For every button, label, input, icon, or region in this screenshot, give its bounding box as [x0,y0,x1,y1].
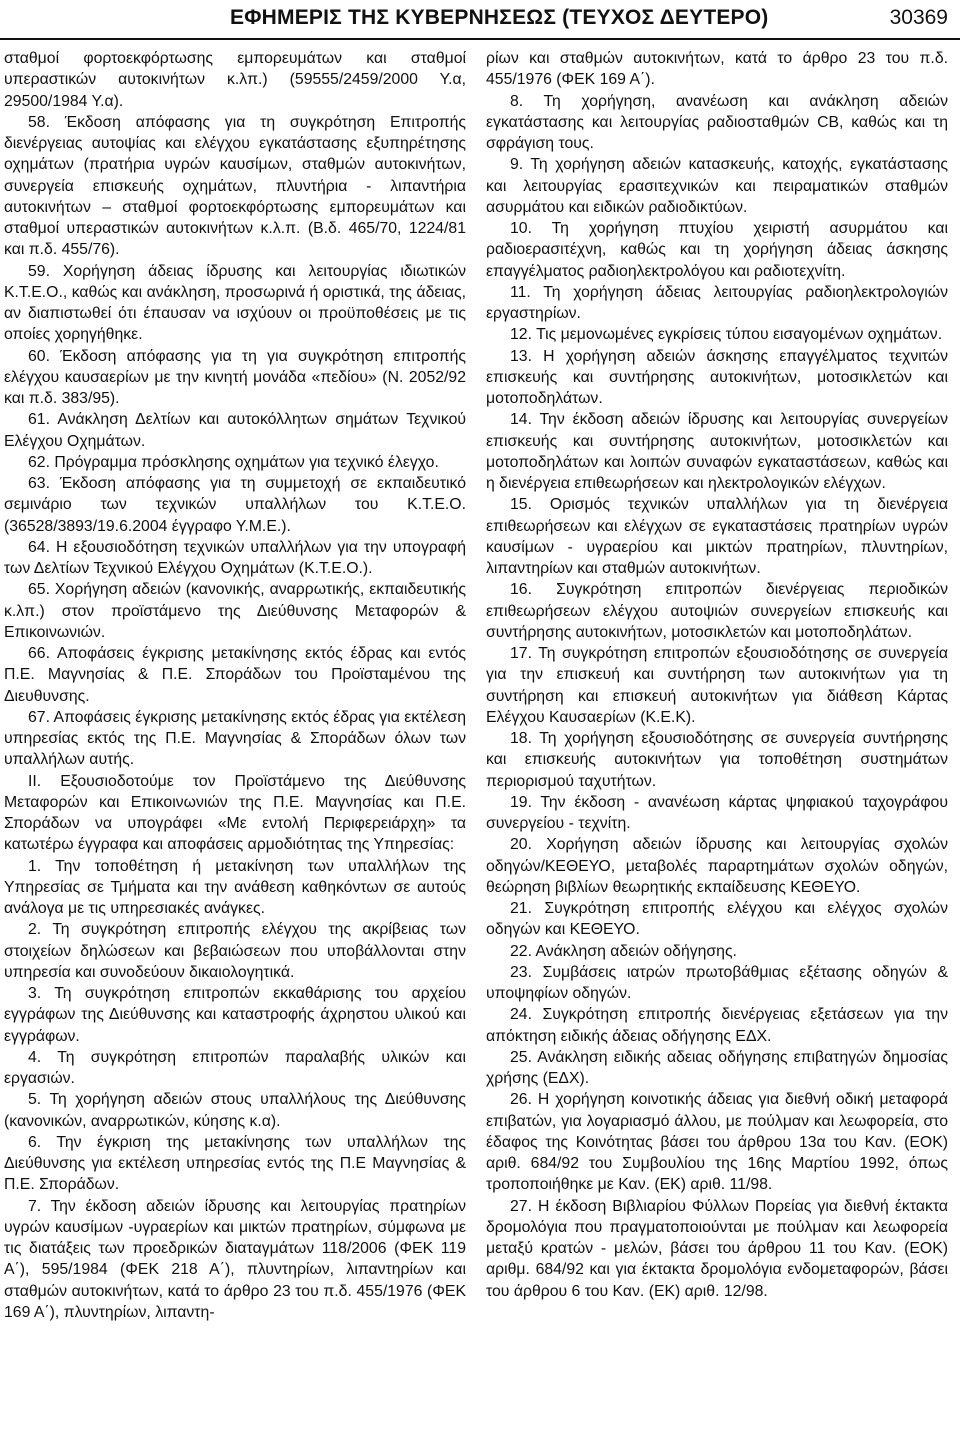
paragraph: σταθμοί φορτοεκφόρτωσης εμπορευμάτων και σταθμοί υπεραστικών αυτοκινήτων κ.λπ.) (59555/2459/2000 Υ.α, 29500/1984 Υ.α). [4,50,466,110]
paragraph: 2. Τη συγκρότηση επιτροπής ελέγχου της ακρίβειας των στοιχείων δηλώσεων και βεβαιώσεων που υποβάλλονται στην υπηρεσία και συνοδεύουν δικαιολογητικά. [4,921,466,981]
paragraph: 9. Τη χορήγηση αδειών κατασκευής, κατοχής, εγκατάστασης και λειτουργίας ερασιτεχνικών και πειραματικών σταθμών ασυρμάτου και ειδικών ραδιοδικτύων. [486,156,948,216]
paragraph: 14. Την έκδοση αδειών ίδρυσης και λειτουργίας συνεργείων επισκευής και συντήρησης αυτοκινήτων, μοτοσικλετών και μοτοποδηλάτων και λοιπών συναφών εγκαταστάσεων, καθώς και η διενέργεια επιθεωρήσεων και ηλεκτρολογικών ελέγχων. [486,411,948,492]
paragraph: 62. Πρόγραμμα πρόσκλησης οχημάτων για τεχνικό έλεγχο. [28,453,439,471]
paragraph: ΙΙ. Εξουσιοδοτούμε τον Προϊστάμενο της Διεύθυνσης Μεταφορών και Επικοινωνιών της Π.Ε. Μαγνησίας και Π.Ε. Σποράδων να υπογράφει «Με εντολή Περιφερειάρχη» τα κατωτέρω έγγραφα και αποφάσεις αρμοδιότητας της Υπηρεσίας: [4,772,466,854]
page-header [0,0,960,40]
paragraph: 17. Τη συγκρότηση επιτροπών εξουσιοδότησης σε συνεργεία για την επισκευή και συντήρηση των αυτοκινήτων για τη συντήρηση και επισκευή αυτοκινήτων για διάθεση Κάρτας Ελέγχου Καυσαερίων (Κ.Ε.Κ). [486,645,948,726]
paragraph: 22. Ανάκληση αδειών οδήγησης. [510,942,737,960]
paragraph: 3. Τη συγκρότηση επιτροπών εκκαθάρισης του αρχείου εγγράφων της Διεύθυνσης και καταστροφής άχρηστου υλικού και εγγράφων. [4,985,466,1045]
paragraph: 67. Αποφάσεις έγκρισης μετακίνησης εκτός έδρας για εκτέλεση υπηρεσίας εκτός της Π.Ε. Μαγνησίας & Σποράδων όλων των υπαλλήλων αυτής. [4,708,466,769]
paragraph: 8. Τη χορήγηση, ανανέωση και ανάκληση αδειών εγκατάστασης και λειτουργίας ραδιοσταθμών CB, καθώς και τη σφράγιση τους. [486,92,948,152]
paragraph: 1. Την τοποθέτηση ή μετακίνηση των υπαλλήλων της Υπηρεσίας σε Τμήματα και την ανάθεση καθηκόντων σε αυτούς ανάλογα με τις υπηρεσιακές ανάγκες. [4,857,466,917]
paragraph: 7. Την έκδοση αδειών ίδρυσης και λειτουργίας πρατηρίων υγρών καυσίμων -υγραερίων και μικτών πρατηρίων, σύμφωνα με τις διατάξεις των προεδρικών διαταγμάτων 118/2006 (ΦΕΚ 119 Α΄), 595/1984 (ΦΕΚ 218 Α΄), πλυντηρίων, λιπαντηρίων και σταθμών αυτοκινήτων, κατά το άρθρο 23 του π.δ. 455/1976 (ΦΕΚ 169 Α΄), πλυντηρίων, λιπαντη- [4,1197,466,1321]
paragraph: 63. Έκδοση απόφασης για τη συμμετοχή σε εκπαιδευτικό σεμινάριο των τεχνικών υπαλλήλων του Κ.Τ.Ε.Ο. (36528/3893/19.6.2004 έγγραφο Υ.Μ.Ε.). [4,475,466,535]
paragraph: 65. Χορήγηση αδειών (κανονικής, αναρρωτικής, εκπαιδευτικής κ.λπ.) στον προϊστάμενο της Διεύθυνσης Μεταφορών & Επικοινωνιών. [4,581,466,641]
paragraph: 61. Ανάκληση Δελτίων και αυτοκόλλητων σημάτων Τεχνικού Ελέγχου Οχημάτων. [4,411,466,450]
left-column [4,48,466,1323]
paragraph: 27. Η έκδοση Βιβλιαρίου Φύλλων Πορείας για διεθνή έκτακτα δρομολόγια που πραγματοποιούνται με πούλμαν και λεωφορεία μεταξύ κρατών - μελών, βάσει του άρθρου 11 του Καν. (ΕΟΚ) αριθμ. 684/92 και για έκτακτα δρομολόγια ενδομεταφορών, βάσει του άρθρου 6 του Καν. (ΕΚ) αριθ. 12/98. [486,1197,948,1300]
paragraph: 20. Χορήγηση αδειών ίδρυσης και λειτουργίας σχολών οδηγών/ΚΕΘΕΥΟ, μεταβολές παραρτημάτων σχολών οδηγών, θεώρηση βιβλίων θεωρητικής εκπαίδευσης ΚΕΘΕΥΟ. [486,836,948,896]
paragraph: 21. Συγκρότηση επιτροπής ελέγχου και ελέγχος σχολών οδηγών και ΚΕΘΕΥΟ. [486,900,948,939]
paragraph: 23. Συμβάσεις ιατρών πρωτοβάθμιας εξέτασης οδηγών & υποψηφίων οδηγών. [486,963,948,1002]
paragraph: 24. Συγκρότηση επιτροπής διενέργειας εξετάσεων για την απόκτηση ειδικής άδειας οδήγησης ΕΔΧ. [486,1006,948,1045]
paragraph: 4. Τη συγκρότηση επιτροπών παραλαβής υλικών και εργασιών. [4,1048,466,1087]
paragraph: 60. Έκδοση απόφασης για τη για συγκρότηση επιτροπής ελέγχου καυσαερίων με την κινητή μονάδα «πεδίου» (Ν. 2052/92 και π.δ. 383/95). [4,347,466,407]
paragraph: 25. Ανάκληση ειδικής αδειας οδήγησης επιβατηγών δημοσίας χρήσης (ΕΔΧ). [486,1048,948,1087]
paragraph: 59. Χορήγηση άδειας ίδρυσης και λειτουργίας ιδιωτικών Κ.Τ.Ε.Ο., καθώς και ανάκληση, προσωρινά ή οριστικά, της άδειας, αν διαπιστωθεί ότι έπαυσαν να ισχύουν οι προϋποθέσεις με τις οποίες χορηγήθηκε. [4,262,466,344]
right-column [486,48,948,1302]
paragraph: 66. Αποφάσεις έγκρισης μετακίνησης εκτός έδρας και εντός Π.Ε. Μαγνησίας & Π.Ε. Σποράδων του Προϊσταμένου της Διευθυνσης. [4,645,466,705]
paragraph: 10. Τη χορήγηση πτυχίου χειριστή ασυρμάτου και ραδιοερασιτέχνη, καθώς και τη χορήγηση άδειας άσκησης επαγγέλματος ραδιοηλεκτρολόγου και ραδιοτεχνίτη. [486,220,948,280]
gazette-title: ΕΦΗΜΕΡΙΣ ΤΗΣ ΚΥΒΕΡΝΗΣΕΩΣ (ΤΕΥΧΟΣ ΔΕΥΤΕΡΟ) [230,6,769,29]
paragraph: 26. Η χορήγηση κοινοτικής άδειας για διεθνή οδική μεταφορά επιβατών, για λογαριασμό άλλου, με πούλμαν και λεωφορεία, στο έδαφος της Κοινότητας βάσει του άρθρου 13α του Καν. (ΕΟΚ) αριθ. 684/92 του Συμβουλίου της 16ης Μαρτίου 1992, όπως τροποποιήθηκε με Καν. (ΕΚ) αριθ. 11/98. [486,1091,948,1194]
paragraph: 58. Έκδοση απόφασης για τη συγκρότηση Επιτροπής διενέργειας αυτοψίας και ελέγχου εγκατάστασης εξυπηρέτησης οχημάτων (πρατήρια υγρών καυσίμων, σταθμών αυτοκινήτων, συνεργεία επισκευής οχημάτων, πλυντήρια - λιπαντήρια αυτοκινήτων – σταθμοί φορτοεκφόρτωσης εμπορευμάτων και σταθμοί υπεραστικών αυτοκινήτων κ.λ.π. (Β.δ. 465/70, 1224/81 και π.δ. 455/76). [4,113,466,259]
page-number: 30369 [889,6,948,29]
paragraph: 16. Συγκρότηση επιτροπών διενέργειας περιοδικών επιθεωρήσεων ελέγχου αυτοψιών συνεργείων επισκευής και συντήρησης αυτοκινήτων, μοτοσικλετών και μοτοποδηλάτων. [486,581,948,641]
paragraph: 11. Τη χορήγηση άδειας λειτουργίας ραδιοηλεκτρολογιών εργαστηρίων. [486,283,948,322]
paragraph: 6. Την έγκριση της μετακίνησης των υπαλλήλων της Διεύθυνσης για εκτέλεση υπηρεσίας εντός της Π.Ε Μαγνησίας & Π.Ε. Σποράδων. [4,1133,466,1194]
paragraph: 13. Η χορήγηση αδειών άσκησης επαγγέλματος τεχνιτών επισκευής και συντήρησης αυτοκινήτων, μοτοσικλετών και μοτοποδηλάτων. [486,347,948,407]
paragraph: 18. Τη χορήγηση εξουσιοδότησης σε συνεργεία συντήρησης και επισκευής αυτοκινήτων για τοποθέτηση συστημάτων περιορισμού ταχυτήτων. [486,730,948,790]
paragraph: ρίων και σταθμών αυτοκινήτων, κατά το άρθρο 23 του π.δ. 455/1976 (ΦΕΚ 169 Α΄). [486,50,948,89]
paragraph: 15. Ορισμός τεχνικών υπαλλήλων για τη διενέργεια επιθεωρήσεων και ελέγχων σε εγκαταστάσεις πρατηρίων υγρών καυσίμων - υγραερίου και μικτών πρατηρίων, πλυντηρίων, λιπαντηρίων και σταθμών αυτοκινήτων. [486,496,948,577]
paragraph: 12. Τις μεμονωμένες εγκρίσεις τύπου εισαγομένων οχημάτων. [510,326,943,344]
paragraph: 19. Την έκδοση - ανανέωση κάρτας ψηφιακού ταχογράφου συνεργείου - τεχνίτη. [486,793,948,832]
paragraph: 5. Τη χορήγηση αδειών στους υπαλλήλους της Διεύθυνσης (κανονικών, αναρρωτικών, κύησης κ.α). [4,1091,466,1130]
paragraph: 64. Η εξουσιοδότηση τεχνικών υπαλλήλων για την υπογραφή των Δελτίων Τεχνικού Ελέγχου Οχημάτων (Κ.Τ.Ε.Ο.). [4,538,466,577]
